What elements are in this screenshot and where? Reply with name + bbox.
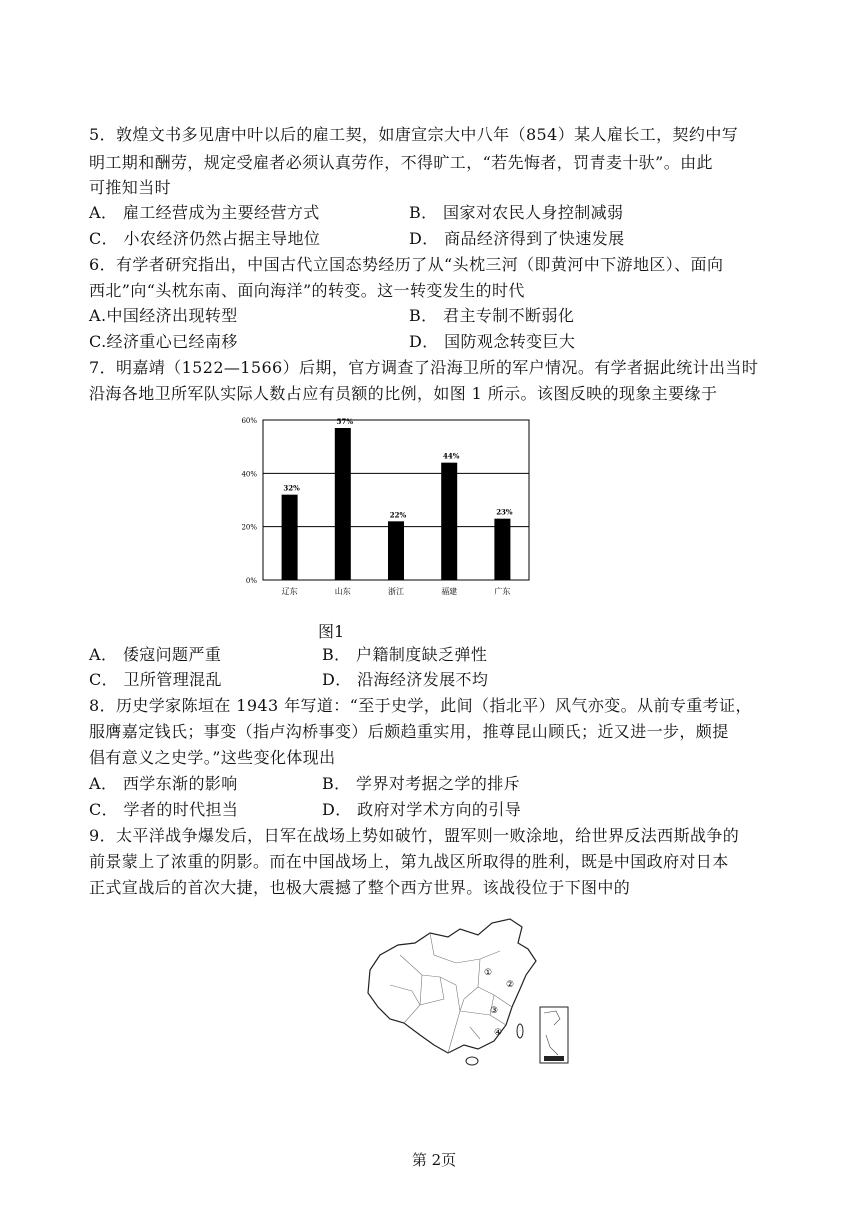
y-tick-label: 20% [241,523,257,532]
q5-stem-line-3: 可推知当时 [89,178,172,197]
q8-option-b: B． 学界对考据之学的排斥 [322,774,521,793]
data-label: 23% [496,507,513,517]
bar [441,463,457,580]
q6-option-d: D． 国防观念转变巨大 [409,332,576,351]
q5-option-a: A． 雇工经营成为主要经营方式 [89,203,320,222]
page-number: 第 2页 [411,1151,457,1169]
y-tick-label: 0% [245,577,257,585]
china-map-svg [360,915,590,1075]
bar [494,519,510,580]
data-label: 57% [336,417,354,426]
q6-stem-line-2: 西北”向“头枕东南、面向海洋”的转变。这一转变发生的时代 [89,281,525,300]
map-marker-2: ② [506,980,515,990]
map-marker-3: ③ [490,1006,499,1016]
data-label: 32% [283,483,300,493]
q6-option-b: B． 君主专制不断弱化 [409,306,575,325]
q8-option-d: D． 政府对学术方向的引导 [322,800,522,819]
y-tick-label: 60% [241,417,257,425]
q7-stem-line-2: 沿海各地卫所军队实际人数占应有员额的比例，如图 1 所示。该图反映的现象主要缘于 [89,384,718,403]
q7-option-c: C． 卫所管理混乱 [89,670,222,689]
bar [388,521,404,580]
q5-option-d: D． 商品经济得到了快速发展 [409,229,625,248]
bar-chart-svg [225,410,545,610]
map-marker-4: ④ [494,1028,503,1038]
data-label: 22% [389,510,407,520]
q9-stem-line-1: 9．太平洋战争爆发后，日军在战场上势如破竹，盟军则一败涂地，给世界反法西斯战争的 [89,826,740,845]
china-map [360,915,590,1075]
x-tick-label: 浙江 [388,587,404,596]
q5-stem-line-1: 5．敦煌文书多见唐中叶以后的雇工契，如唐宣宗大中八年（854）某人雇长工，契约中写 [89,125,739,144]
data-label: 44% [442,451,460,461]
hainan-island [466,1057,478,1065]
x-tick-label: 辽东 [281,587,298,596]
map-marker-1: ① [484,968,493,978]
y-tick-label: 40% [241,470,257,479]
q7-option-a: A． 倭寇问题严重 [89,645,222,664]
x-tick-label: 福建 [441,587,458,596]
q7-option-d: D． 沿海经济发展不均 [322,670,489,689]
q5-stem-line-2: 明工期和酬劳，规定受雇者必须认真劳作，不得旷工，“若先悔者，罚青麦十驮”。由此 [89,153,713,172]
q9-stem-line-3: 正式宣战后的首次大捷，也极大震撼了整个西方世界。该战役位于下图中的 [89,878,631,897]
q8-stem-line-3: 倡有意义之史学。”这些变化体现出 [89,748,336,767]
taiwan-island [517,1024,523,1038]
bar-chart [225,410,545,610]
q6-stem-line-1: 6．有学者研究指出，中国古代立国态势经历了从“头枕三河（即黄河中下游地区）、面向 [89,255,724,274]
bar [335,428,351,580]
q6-option-a: A.中国经济出现转型 [89,306,238,325]
q7-stem-line-1: 7．明嘉靖（1522—1566）后期，官方调查了沿海卫所的军户情况。有学者据此统计出当时 [89,358,759,377]
q8-option-c: C． 学者的时代担当 [89,800,239,819]
x-tick-label: 广东 [494,587,511,596]
q8-option-a: A． 西学东渐的影响 [89,774,238,793]
q9-stem-line-2: 前景蒙上了浓重的阴影。而在中国战场上，第九战区所取得的胜利，既是中国政府对日本 [89,852,729,871]
q7-option-b: B． 户籍制度缺乏弹性 [322,645,488,664]
bar [282,495,298,580]
q5-option-c: C． 小农经济仍然占据主导地位 [89,229,321,248]
q8-stem-line-2: 服膺嘉定钱氏；事变（指卢沟桥事变）后颇趋重实用，推尊昆山顾氏；近又进一步，颇提 [89,722,729,741]
q5-option-b: B． 国家对农民人身控制减弱 [409,203,624,222]
q6-option-c: C.经济重心已经南移 [89,332,238,351]
x-tick-label: 山东 [334,587,351,596]
south-china-sea-inset [540,1007,568,1063]
q8-stem-line-1: 8．历史学家陈垣在 1943 年写道：“至于史学，此间（指北平）风气亦变。从前专重考证， [89,696,752,715]
figure-caption: 图1 [318,622,345,641]
